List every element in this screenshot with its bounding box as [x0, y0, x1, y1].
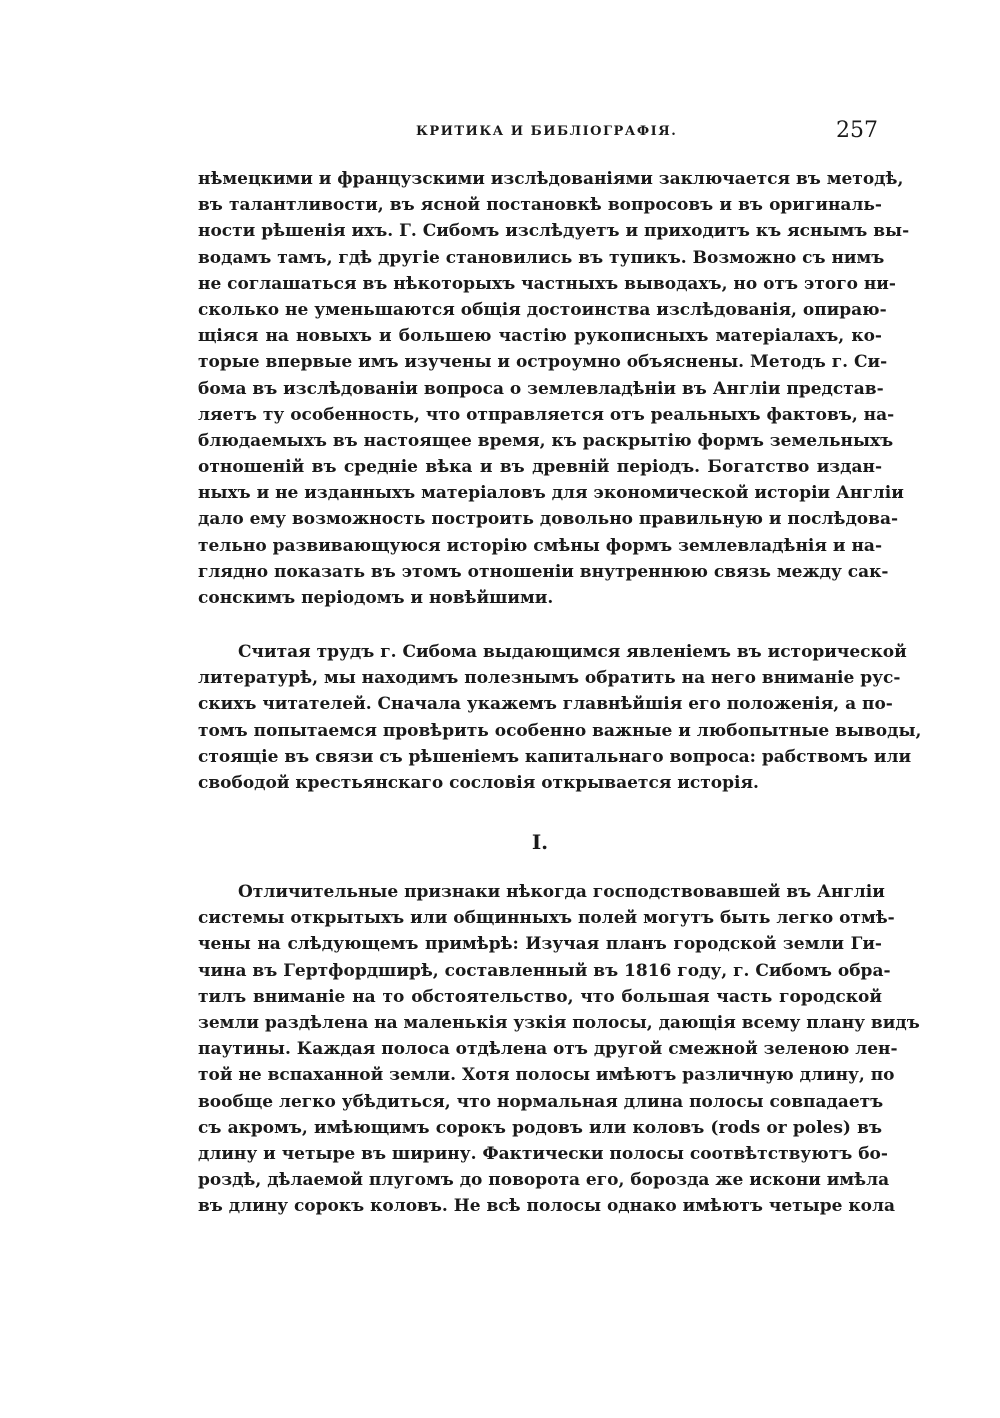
text-line: водамъ тамъ, гдѣ другіе становились въ тупикъ. Возможно съ нимъ — [198, 247, 885, 268]
text-line: свободой крестьянскаго сословія открывается исторія. — [198, 772, 759, 793]
text-line: скихъ читателей. Сначала укажемъ главнѣйшія его положенія, а по- — [198, 694, 893, 715]
text-line: Отличительные признаки нѣкогда господствовавшей въ Англіи — [238, 882, 885, 902]
text-line: ности рѣшенія ихъ. Г. Сибомъ изслѣдуетъ и приходитъ къ яснымъ вы- — [198, 221, 910, 242]
paragraph-1 — [198, 166, 910, 611]
paragraph-3 — [198, 879, 920, 1219]
text-line: отношеній въ средніе вѣка и въ древній періодъ. Богатство издан- — [198, 457, 882, 478]
text-line: нѣмецкими и французскими изслѣдованіями заключается въ методѣ, — [198, 169, 904, 189]
text-line: системы открытыхъ или общинныхъ полей могутъ быть легко отмѣ- — [198, 908, 895, 929]
text-line: въ длину сорокъ коловъ. Не всѣ полосы однако имѣютъ четыре кола — [198, 1196, 895, 1217]
text-line: томъ попытаемся провѣрить особенно важные и любопытные выводы, — [198, 720, 922, 741]
text-line: глядно показать въ этомъ отношеніи внутреннюю связь между сак- — [198, 561, 889, 582]
text-line: роздѣ, дѣлаемой плугомъ до поворота его, борозда же искони имѣла — [198, 1170, 890, 1191]
text-line: блюдаемыхъ въ настоящее время, къ раскрытію формъ земельныхъ — [198, 430, 894, 451]
text-line: вообще легко убѣдиться, что нормальная длина полосы совпадаетъ — [198, 1091, 884, 1112]
text-line: щіяся на новыхъ и большею частію рукописныхъ матеріалахъ, ко- — [198, 326, 882, 347]
text-line: ныхъ и не изданныхъ матеріаловъ для экономической исторіи Англіи — [198, 483, 904, 504]
text-line: не соглашаться въ нѣкоторыхъ частныхъ выводахъ, но отъ этого ни- — [198, 273, 896, 294]
text-line: чина въ Гертфордширѣ, составленный въ 1816 году, г. Сибомъ обра- — [198, 960, 891, 981]
text-line: чены на слѣдующемъ примѣрѣ: Изучая планъ городской земли Ги- — [198, 934, 882, 955]
running-title: КРИТИКА И БИБЛІОГРАФІЯ. — [416, 124, 678, 139]
text-line: ляетъ ту особенность, что отправляется отъ реальныхъ фактовъ, на- — [198, 404, 895, 425]
text-line: сонскимъ періодомъ и новѣйшими. — [198, 588, 554, 608]
text-line: тельно развивающуюся исторію смѣны формъ землевладѣнія и на- — [198, 535, 882, 556]
running-head — [198, 118, 882, 146]
page-number: 257 — [836, 118, 878, 143]
text-line: длину и четыре въ ширину. Фактически полосы соотвѣтствуютъ бо- — [198, 1143, 888, 1164]
text-line: съ акромъ, имѣющимъ сорокъ родовъ или коловъ (rods or poles) въ — [198, 1117, 882, 1138]
text-line: дало ему возможность построить довольно правильную и послѣдова- — [198, 509, 899, 530]
text-line: стоящіе въ связи съ рѣшеніемъ капитальнаго вопроса: рабствомъ или — [198, 746, 912, 767]
text-line: той не вспаханной земли. Хотя полосы имѣютъ различную длину, по — [198, 1065, 895, 1086]
text-line: земли раздѣлена на маленькія узкія полосы, дающія всему плану видъ — [198, 1012, 920, 1033]
text-line: торые впервые имъ изучены и остроумно объяснены. Методъ г. Си- — [198, 352, 888, 373]
text-line: литературѣ, мы находимъ полезнымъ обратить на него вниманіе рус- — [198, 668, 901, 689]
text-line: Считая трудъ г. Сибома выдающимся явленіемъ въ исторической — [238, 642, 907, 662]
text-line: въ талантливости, въ ясной постановкѣ вопросовъ и въ оригиналь- — [198, 195, 882, 216]
text-line: сколько не уменьшаются общія достоинства изслѣдованія, опираю- — [198, 299, 887, 320]
section-numeral: I. — [531, 830, 549, 854]
text-line: тилъ вниманіе на то обстоятельство, что большая часть городской — [198, 986, 882, 1007]
paragraph-2 — [198, 639, 922, 796]
text-line: паутины. Каждая полоса отдѣлена отъ другой смежной зеленою лен- — [198, 1039, 898, 1060]
text-line: бома въ изслѣдованіи вопроса о землевладѣніи въ Англіи представ- — [198, 378, 884, 399]
